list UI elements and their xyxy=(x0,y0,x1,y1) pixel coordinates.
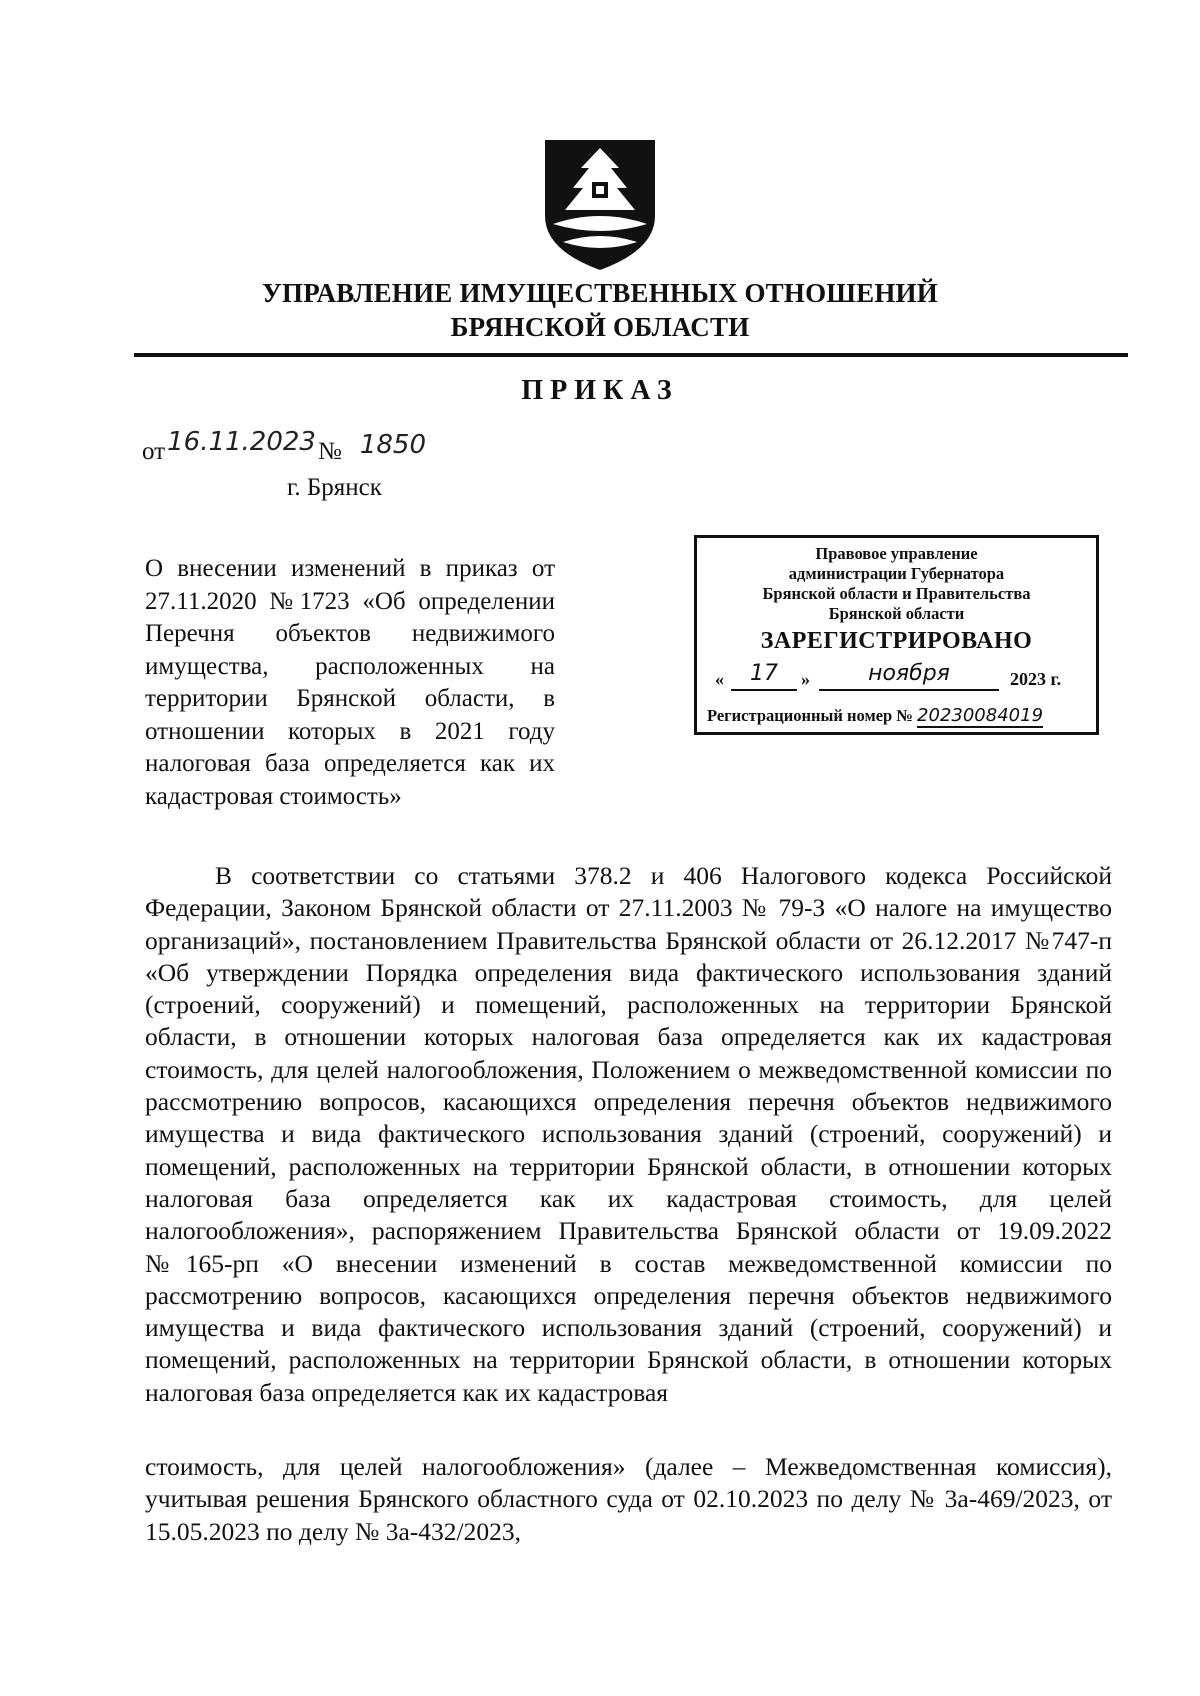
stamp-reg-number: 20230084019 xyxy=(917,705,1044,726)
stamp-reg-label: Регистрационный номер № xyxy=(707,706,913,725)
registration-stamp xyxy=(694,535,1099,735)
stamp-registration-number xyxy=(707,705,1092,726)
stamp-registered-label: ЗАРЕГИСТРИРОВАНО xyxy=(760,628,1033,654)
stamp-line-2: администрации Губернатора xyxy=(788,564,1005,583)
stamp-line-4: Брянской области xyxy=(828,604,965,623)
stamp-year: 2023 г. xyxy=(1010,669,1062,689)
order-subject: О внесении изменений в приказ от 27.11.2020 №1723 «Об определении Перечня объектов недвижимого имущества, расположенных на территории Брянской области, в отношении которых в 2021 году налоговая база определяется как их кадастровая стоимость» xyxy=(145,555,555,810)
organization-name-line1: УПРАВЛЕНИЕ ИМУЩЕСТВЕННЫХ ОТНОШЕНИЙ xyxy=(262,278,938,308)
city-line: г. Брянск xyxy=(287,474,382,501)
handwritten-date: 16.11.2023 xyxy=(167,427,316,457)
handwritten-order-number: 1850 xyxy=(359,430,427,460)
organization-name-line2: БРЯНСКОЙ ОБЛАСТИ xyxy=(450,312,750,342)
stamp-day: 17 xyxy=(731,661,797,691)
stamp-quote-open: « xyxy=(715,669,724,689)
stamp-line-1: Правовое управление xyxy=(815,544,978,563)
date-prefix: от xyxy=(142,438,166,465)
document-type-title: ПРИКАЗ xyxy=(521,375,679,406)
order-date-number-line xyxy=(142,427,427,466)
body-paragraph-2: стоимость, для целей налогообложения» (далее – Межведомственная комиссия), учитывая решения Брянского областного суда от 02.10.2023 по делу № 3а-469/2023, от 15.05.2023 по делу № 3а-432/2023, xyxy=(145,1452,1112,1546)
stamp-date xyxy=(707,663,1092,693)
header-divider xyxy=(134,353,1128,357)
stamp-month: ноября xyxy=(819,661,999,691)
stamp-line-3: Брянской области и Правительства xyxy=(762,584,1031,603)
number-sign: № xyxy=(317,438,342,465)
coat-of-arms-emblem xyxy=(543,138,657,272)
stamp-quote-close: » xyxy=(801,669,810,689)
body-paragraph-1: В соответствии со статьями 378.2 и 406 Налогового кодекса Российской Федерации, Законом Брянской области от 27.11.2003 № 79-З «О налоге на имущество организаций», постановлением Правительства Брянской области от 26.12.2017 №747-п «Об утверждении Порядка определения вида фактического использования зданий (строений, сооружений) и помещений, расположенных на территории Брянской области, в отношении которых налоговая база определяется как их кадастровая стоимость, для целей налогообложения, Положением о межведомственной комиссии по рассмотрению вопросов, касающихся определения перечня объектов недвижимого имущества и вида фактического использования зданий (строений, сооружений) и помещений, расположенных на территории Брянской области, в отношении которых налоговая база определяется как их кадастровая стоимость, для целей налогообложения», распоряжением Правительства Брянской области от 19.09.2022 №165-рп «О внесении изменений в состав межведомственной комиссии по рассмотрению вопросов, касающихся определения перечня объектов недвижимого имущества и вида фактического использования зданий (строений, сооружений) и помещений, расположенных на территории Брянской области, в отношении которых налоговая база определяется как их кадастровая xyxy=(145,861,1112,1407)
